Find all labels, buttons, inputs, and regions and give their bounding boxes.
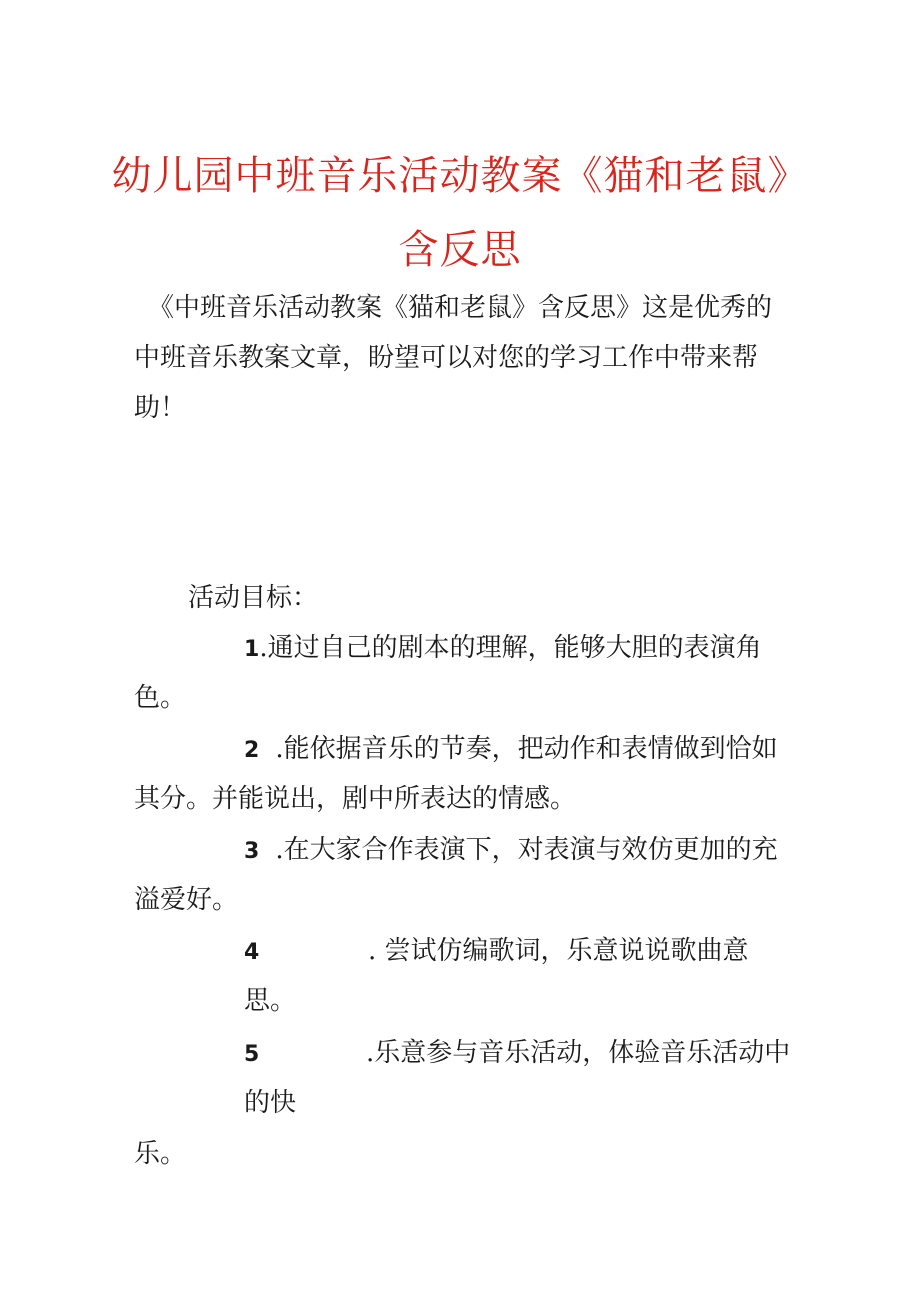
- intro-line-2: 中班音乐教案文章，盼望可以对您的学习工作中带来帮: [134, 343, 759, 373]
- goal-item-3-continuation: 溢爱好。: [134, 885, 239, 915]
- intro-line-1: 《中班音乐活动教案《猫和老鼠》含反思》这是优秀的: [148, 293, 773, 323]
- goal-number: 3: [244, 839, 260, 864]
- goal-item-4-number: [244, 934, 259, 970]
- goal-number: 4: [244, 940, 260, 965]
- goal-item-4-continuation: 思。: [244, 986, 297, 1016]
- goal-number: 2: [244, 738, 260, 763]
- goal-item-4: . 尝试仿编歌词，乐意说说歌曲意: [368, 936, 749, 966]
- goals-heading: 活动目标：: [188, 583, 319, 613]
- document-title-line-2: 含反思: [398, 227, 522, 273]
- goal-number: 5: [244, 1042, 260, 1067]
- goal-item-5: .乐意参与音乐活动，体验音乐活动中: [366, 1038, 791, 1068]
- goal-item-2-continuation: 其分。并能说出，剧中所表达的情感。: [134, 784, 577, 814]
- goal-text: .通过自己的剧本的理解，能够大胆的表演角: [259, 633, 762, 663]
- goal-item-2: [244, 732, 778, 768]
- goal-item-1-continuation: 色。: [134, 683, 187, 713]
- goal-item-1: [244, 631, 762, 667]
- goal-item-5-number: [244, 1036, 259, 1072]
- goal-text: .在大家合作表演下，对表演与效仿更加的充: [275, 835, 778, 865]
- goal-item-5-continuation-2: 乐。: [134, 1139, 187, 1169]
- goal-item-3: [244, 833, 778, 869]
- intro-line-3: 助！: [134, 393, 187, 423]
- goal-item-5-continuation: 的快: [244, 1088, 297, 1118]
- goal-number: 1: [244, 637, 260, 662]
- goal-text: .能依据音乐的节奏，把动作和表情做到恰如: [275, 734, 778, 764]
- document-title-line-1: 幼儿园中班音乐活动教案《猫和老鼠》: [111, 153, 809, 199]
